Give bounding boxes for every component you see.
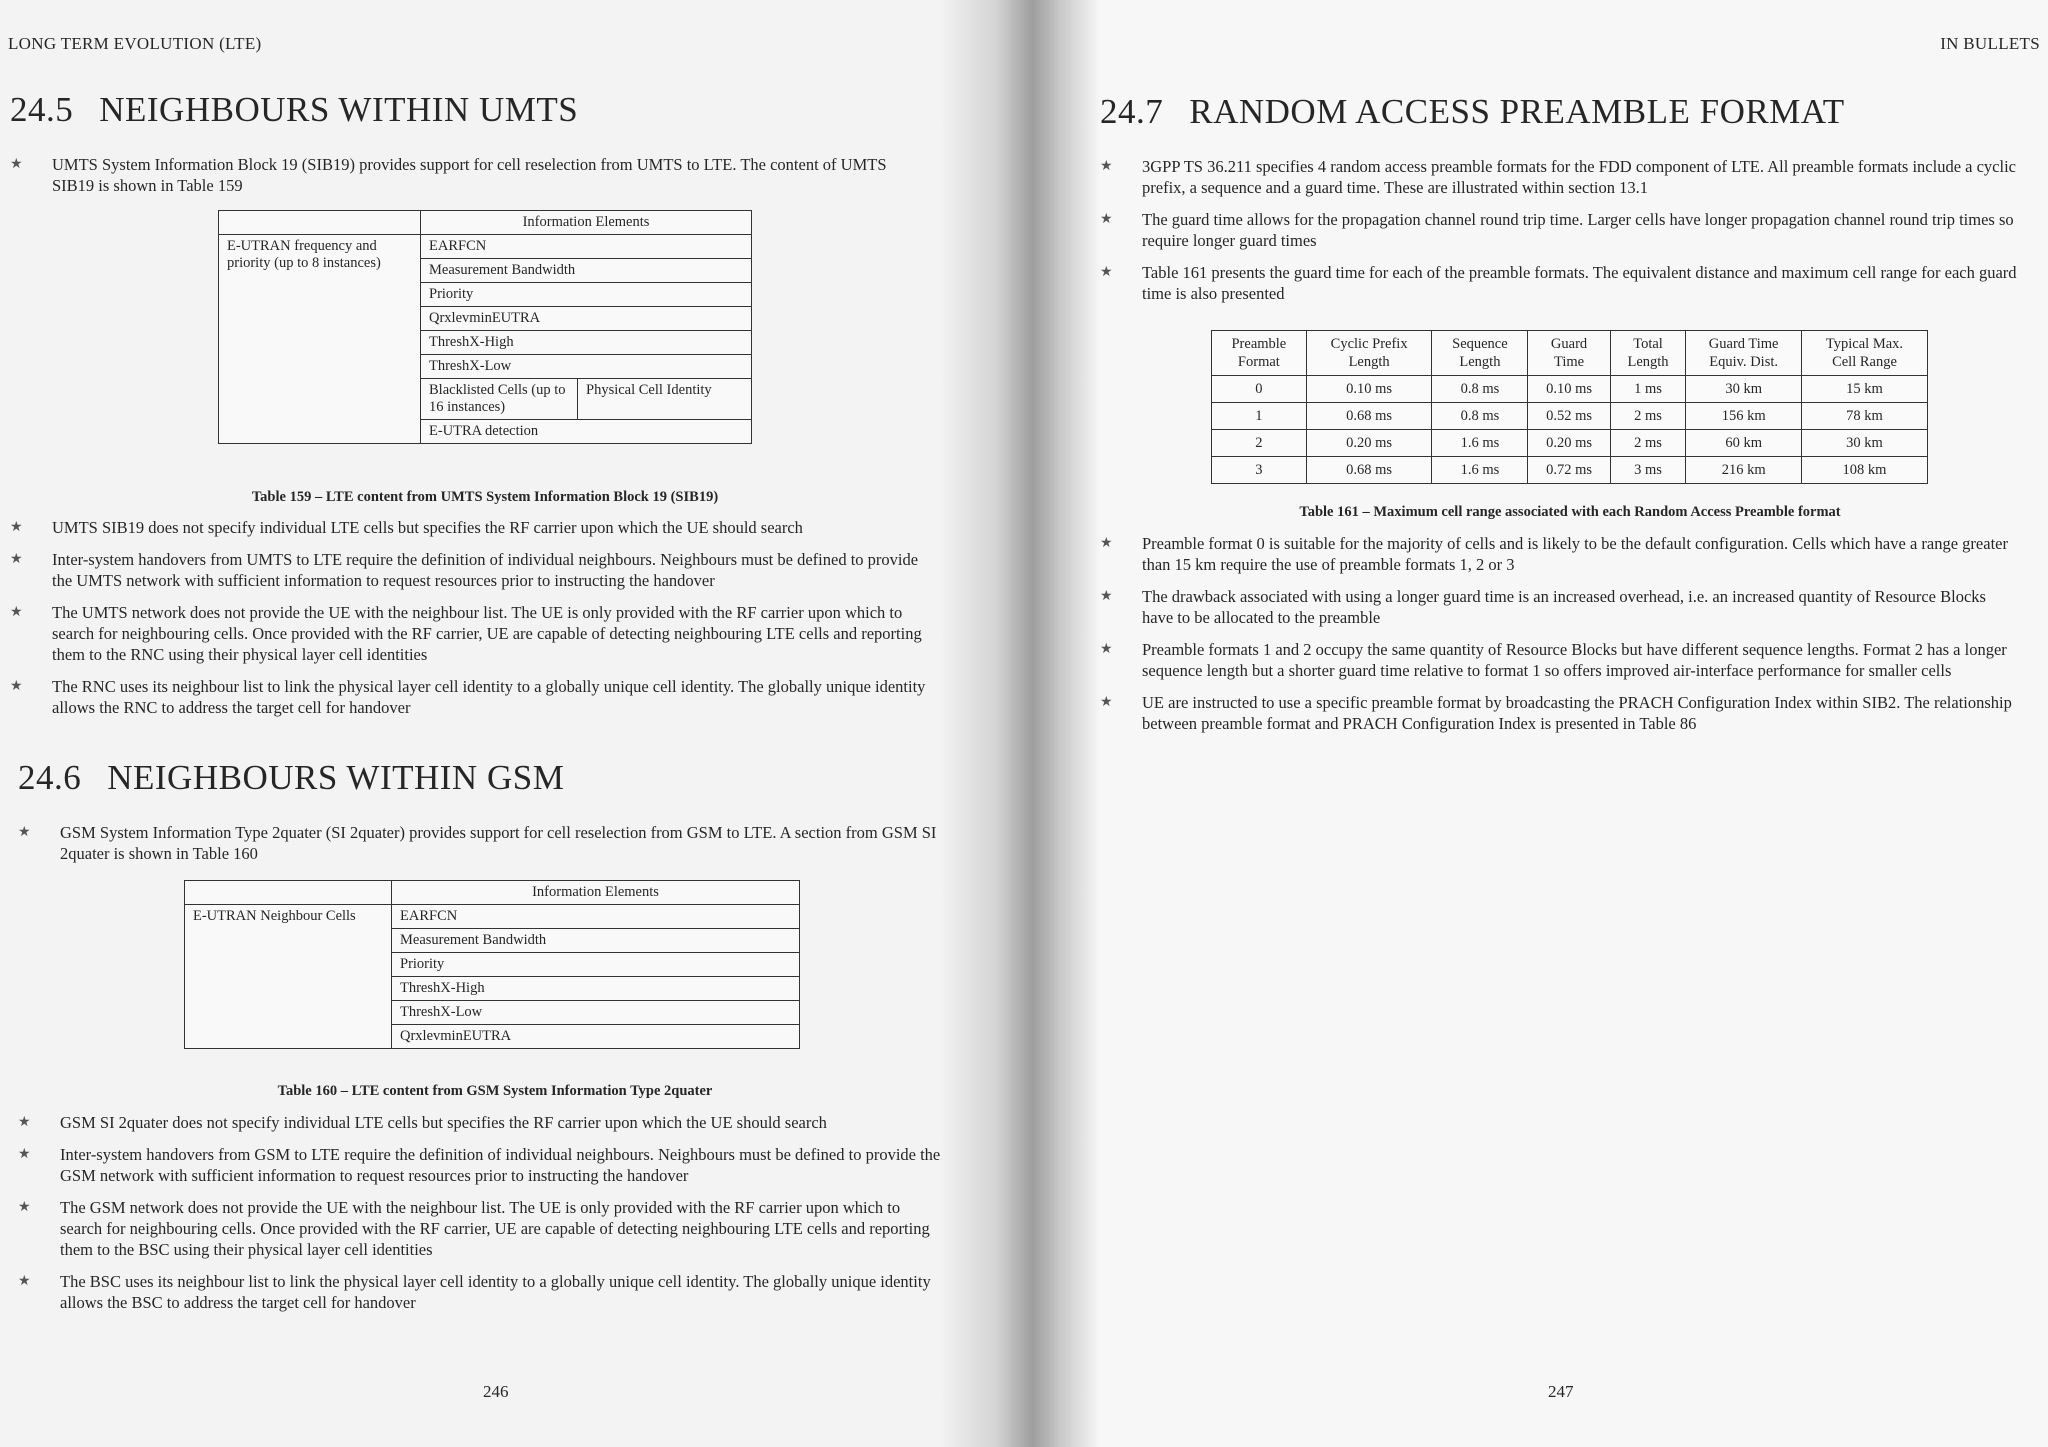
table-cell: 1 — [1212, 403, 1307, 430]
column-header-line: Typical Max. — [1825, 336, 1904, 352]
section-title: NEIGHBOURS WITHIN UMTS — [99, 90, 579, 129]
list-item: ★ The drawback associated with using a longer guard time is an increased overhead, i.e. an increased quantity of Resource Blocks have to be allocated to the preamble — [1100, 587, 1986, 627]
table-160 — [184, 880, 800, 1049]
table-cell: 2 ms — [1610, 430, 1686, 457]
right-page — [1055, 0, 2048, 1447]
star-bullet-icon: ★ — [18, 1115, 31, 1130]
group-cell: E-UTRAN frequency and priority (up to 8 instances) — [219, 235, 421, 444]
column-header-line: Cyclic Prefix — [1330, 336, 1408, 352]
table-cell: 0.68 ms — [1306, 403, 1432, 430]
column-header-line: Length — [1459, 354, 1501, 370]
table-caption: Table 160 – LTE content from GSM System Information Type 2quater — [277, 1083, 713, 1099]
table-cell: 3 — [1212, 457, 1307, 484]
page-number: 246 — [483, 1382, 509, 1401]
table-cell: 156 km — [1686, 403, 1802, 430]
table-cell: 2 — [1212, 430, 1307, 457]
list-item: ★ Table 161 presents the guard time for each of the preamble formats. The equivalent distance and maximum cell range for each guard time is also presented — [1100, 263, 2017, 303]
section-number: 24.6 — [18, 758, 82, 797]
table-cell: ThreshX-Low — [421, 355, 752, 379]
section-heading-24-5 — [10, 90, 578, 130]
list-item: ★ UMTS System Information Block 19 (SIB19) provides support for cell reselection from UMTS to LTE. The content of UMTS SIB19 is shown in Table 159 — [10, 155, 887, 195]
table-cell: EARFCN — [421, 235, 752, 259]
star-bullet-icon: ★ — [18, 1274, 31, 1289]
list-item: ★ GSM System Information Type 2quater (SI 2quater) provides support for cell reselection from GSM to LTE. A section from GSM SI 2quater is shown in Table 160 — [18, 823, 937, 863]
section-heading-24-6 — [18, 758, 564, 798]
list-item: ★ Inter-system handovers from UMTS to LTE require the definition of individual neighbours. Neighbours must be defined to provide the UMTS network with sufficient information to request resources prior to instructing the handover — [10, 550, 919, 590]
section-number: 24.5 — [10, 90, 74, 129]
table-cell: 60 km — [1686, 430, 1802, 457]
table-cell: EARFCN — [392, 905, 800, 929]
table-cell: 2 ms — [1610, 403, 1686, 430]
table-cell: 0.68 ms — [1306, 457, 1432, 484]
column-header — [1306, 331, 1432, 376]
table-cell: E-UTRA detection — [421, 420, 752, 444]
star-bullet-icon: ★ — [18, 1147, 31, 1162]
star-bullet-icon: ★ — [10, 520, 23, 535]
table-cell: 0.8 ms — [1432, 376, 1528, 403]
table-row — [1212, 376, 1928, 403]
list-item: ★ The BSC uses its neighbour list to link the physical layer cell identity to a globally unique cell identity. The globally unique identity allows the BSC to address the target cell for handover — [18, 1272, 931, 1312]
table-caption: Table 159 – LTE content from UMTS System Information Block 19 (SIB19) — [251, 489, 719, 505]
bullet-list-umts — [10, 517, 935, 729]
list-item: ★ Inter-system handovers from GSM to LTE require the definition of individual neighbours. Neighbours must be defined to provide the GSM network with sufficient information to request resources prior to instructing the handover — [18, 1145, 941, 1185]
table-cell: 1.6 ms — [1432, 457, 1528, 484]
column-header-line: Format — [1237, 354, 1280, 370]
section-number: 24.7 — [1100, 92, 1164, 131]
column-header-line: Length — [1627, 354, 1669, 370]
star-bullet-icon: ★ — [1100, 642, 1113, 657]
table-header: Information Elements — [392, 881, 800, 905]
section-title: NEIGHBOURS WITHIN GSM — [107, 758, 565, 797]
list-item: ★ The guard time allows for the propagation channel round trip time. Larger cells have longer propagation channel round trip times so require longer guard times — [1100, 210, 2014, 250]
table-header-row — [1212, 331, 1928, 376]
table-cell: Measurement Bandwidth — [392, 929, 800, 953]
table-cell: 78 km — [1801, 403, 1927, 430]
running-head-right: IN BULLETS — [1940, 34, 2040, 53]
column-header-line: Guard — [1550, 336, 1588, 352]
page-number: 247 — [1548, 1382, 1574, 1401]
table-cell: Priority — [392, 953, 800, 977]
table-cell: 108 km — [1801, 457, 1927, 484]
running-head-left: LONG TERM EVOLUTION (LTE) — [8, 34, 262, 53]
star-bullet-icon: ★ — [10, 157, 23, 172]
table-cell: 0.10 ms — [1528, 376, 1610, 403]
column-header-line: Preamble — [1231, 336, 1287, 352]
table-header: Information Elements — [421, 211, 752, 235]
list-item: ★ GSM SI 2quater does not specify individual LTE cells but specifies the RF carrier upon which the UE should search — [18, 1113, 827, 1132]
table-cell: 0.20 ms — [1528, 430, 1610, 457]
table-cell: 0 — [1212, 376, 1307, 403]
column-header-line: Time — [1553, 354, 1585, 370]
star-bullet-icon: ★ — [1100, 589, 1113, 604]
column-header-line: Sequence — [1452, 336, 1508, 352]
table-cell: ThreshX-High — [421, 331, 752, 355]
star-bullet-icon: ★ — [18, 1200, 31, 1215]
group-cell: E-UTRAN Neighbour Cells — [185, 905, 392, 1049]
column-header — [1432, 331, 1528, 376]
section-title: RANDOM ACCESS PREAMBLE FORMAT — [1189, 92, 1845, 131]
table-161 — [1211, 330, 1928, 484]
section-heading-24-7 — [1100, 92, 1845, 132]
star-bullet-icon: ★ — [1100, 695, 1113, 710]
table-cell: QrxlevminEUTRA — [392, 1025, 800, 1049]
book-gutter-shadow — [940, 0, 1100, 1447]
table-cell: 0.72 ms — [1528, 457, 1610, 484]
column-header-line: Guard Time — [1708, 336, 1779, 352]
bullet-list-gsm — [18, 1112, 943, 1324]
list-item: ★ The RNC uses its neighbour list to link the physical layer cell identity to a globally unique cell identity. The globally unique identity allows the RNC to address the target cell for handover — [10, 677, 926, 717]
column-header — [1686, 331, 1802, 376]
table-cell: ThreshX-High — [392, 977, 800, 1001]
star-bullet-icon: ★ — [10, 552, 23, 567]
column-header — [1212, 331, 1307, 376]
list-item: ★ UE are instructed to use a specific preamble format by broadcasting the PRACH Configuration Index within SIB2. The relationship between preamble format and PRACH Configuration Index is presented in Table 86 — [1100, 693, 2012, 733]
intro-bullet-list — [10, 154, 930, 207]
bullet-list-bottom — [1100, 533, 2020, 745]
table-cell: 30 km — [1686, 376, 1802, 403]
intro-bullet-list — [18, 822, 938, 875]
table-cell: 1 ms — [1610, 376, 1686, 403]
star-bullet-icon: ★ — [1100, 212, 1113, 227]
table-cell: 0.52 ms — [1528, 403, 1610, 430]
table-cell: 0.10 ms — [1306, 376, 1432, 403]
table-cell: Blacklisted Cells (up to 16 instances) — [421, 379, 578, 420]
star-bullet-icon: ★ — [18, 825, 31, 840]
column-header-line: Cell Range — [1832, 354, 1897, 370]
table-159 — [218, 210, 752, 444]
table-cell: 0.8 ms — [1432, 403, 1528, 430]
table-cell: Measurement Bandwidth — [421, 259, 752, 283]
star-bullet-icon: ★ — [1100, 159, 1113, 174]
list-item: ★ Preamble formats 1 and 2 occupy the same quantity of Resource Blocks but have different sequence lengths. Format 2 has a longer sequence length but a shorter guard time relative to format 1 so offers improved air-interface performance for smaller cells — [1100, 640, 2007, 680]
left-page — [0, 0, 1000, 1447]
table-cell: QrxlevminEUTRA — [421, 307, 752, 331]
column-header-line: Length — [1348, 354, 1390, 370]
table-cell: 15 km — [1801, 376, 1927, 403]
table-cell: 3 ms — [1610, 457, 1686, 484]
table-row — [1212, 457, 1928, 484]
column-header — [1528, 331, 1610, 376]
list-item: ★ Preamble format 0 is suitable for the majority of cells and is likely to be the default configuration. Cells which have a range greater than 15 km require the use of preamble formats 1, 2 or 3 — [1100, 534, 2008, 574]
table-cell: 0.20 ms — [1306, 430, 1432, 457]
table-cell: ThreshX-Low — [392, 1001, 800, 1025]
column-header-line: Total — [1633, 336, 1663, 352]
star-bullet-icon: ★ — [1100, 265, 1113, 280]
star-bullet-icon: ★ — [1100, 536, 1113, 551]
table-cell: 1.6 ms — [1432, 430, 1528, 457]
table-row — [1212, 403, 1928, 430]
list-item: ★ UMTS SIB19 does not specify individual LTE cells but specifies the RF carrier upon which the UE should search — [10, 518, 803, 537]
list-item: ★ 3GPP TS 36.211 specifies 4 random access preamble formats for the FDD component of LTE. All preamble formats include a cyclic prefix, a sequence and a guard time. These are illustrated within section 13.1 — [1100, 157, 2016, 197]
column-header — [1801, 331, 1927, 376]
star-bullet-icon: ★ — [10, 679, 23, 694]
table-row — [1212, 430, 1928, 457]
bullet-list-top — [1100, 156, 2020, 315]
table-cell: Priority — [421, 283, 752, 307]
table-caption: Table 161 – Maximum cell range associated with each Random Access Preamble format — [1299, 504, 1841, 520]
list-item: ★ The UMTS network does not provide the UE with the neighbour list. The UE is only provided with the RF carrier upon which to search for neighbouring cells. Once provided with the RF carrier, UE are capable of detecting neighbouring LTE cells and reporting them to the RNC using their physical layer cell identities — [10, 603, 922, 664]
table-cell: 216 km — [1686, 457, 1802, 484]
table-cell: 30 km — [1801, 430, 1927, 457]
column-header — [1610, 331, 1686, 376]
table-body — [1212, 376, 1928, 484]
star-bullet-icon: ★ — [10, 605, 23, 620]
table-cell: Physical Cell Identity — [578, 379, 752, 420]
column-header-line: Equiv. Dist. — [1709, 354, 1779, 370]
list-item: ★ The GSM network does not provide the UE with the neighbour list. The UE is only provided with the RF carrier upon which to search for neighbouring cells. Once provided with the RF carrier, UE are capable of detecting neighbouring LTE cells and reporting them to the BSC using their physical layer cell identities — [18, 1198, 930, 1259]
